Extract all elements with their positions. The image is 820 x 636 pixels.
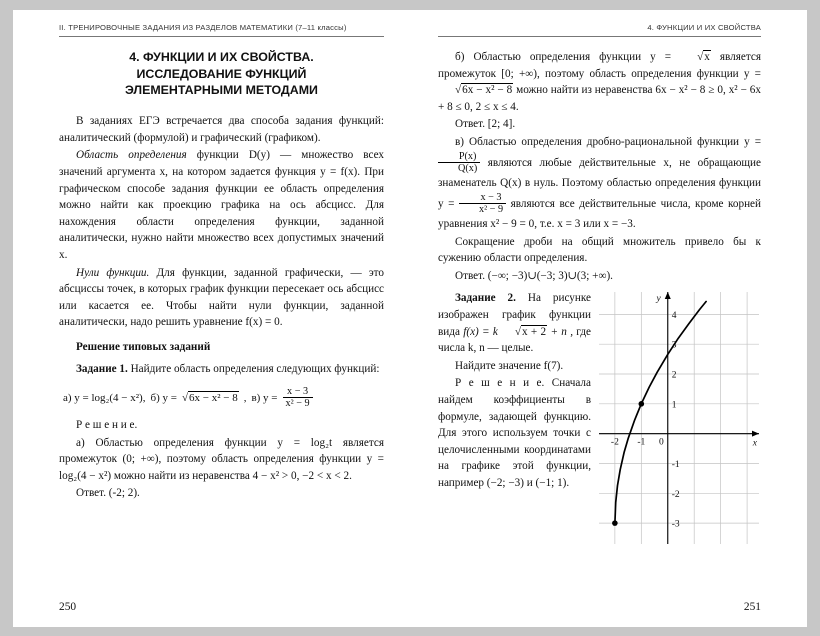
page-number-left: 250 — [59, 601, 77, 613]
task2-find-text: Найдите значение f(7). — [455, 359, 564, 372]
formula-c-fraction — [283, 386, 313, 410]
solution-a-paragraph — [59, 435, 384, 485]
domain-term: Область определения — [76, 149, 187, 162]
svg-text:y: y — [656, 294, 661, 305]
answer-a-paragraph — [59, 485, 384, 502]
left-page — [13, 10, 410, 627]
note-text: Сокращение дроби на общий множитель привело бы к сужению области определения. — [438, 235, 761, 265]
page-number-right: 251 — [743, 601, 761, 613]
formula-c-prefix: в) y = — [251, 391, 278, 404]
pq-denominator: Q(x) — [458, 163, 478, 175]
task1-paragraph — [59, 361, 384, 378]
formula-b-sqrt — [182, 392, 239, 404]
x-fraction — [459, 192, 506, 216]
intro-text: В заданиях ЕГЭ встречается два способа задания функций: аналитический (формулой) и графический (графиком). — [59, 115, 384, 144]
chapter-title — [69, 49, 374, 99]
task2-formula-suffix: + n , — [547, 325, 573, 338]
running-head-left — [59, 23, 384, 37]
formula-c-denominator: x² − 9 — [285, 398, 310, 410]
task2-text1: На рисунке изображен график функции вида — [438, 292, 591, 338]
task2-formula-prefix: f(x) = k — [463, 325, 498, 338]
sqrt-expression — [438, 84, 513, 96]
sqrt-x — [680, 51, 711, 63]
right-page — [410, 10, 807, 627]
sqrt-expression-radicand: 6x − x² − 8 — [462, 84, 513, 97]
solution2-text: Сначала найдем коэффициенты в формуле, задающей функцию. Для этого используем точки с целочисленными координатами на графике этой функции, например (−2; −3) и (−1; 1). — [438, 377, 591, 489]
answer-c-text: Ответ. (−∞; −3)∪(−3; 3)∪(3; +∞). — [455, 269, 613, 282]
running-head-left-text: II. ТРЕНИРОВОЧНЫЕ ЗАДАНИЯ ИЗ РАЗДЕЛОВ МАТЕМАТИКИ (7–11 классы) — [59, 23, 347, 32]
radical-icon: √ — [697, 51, 704, 63]
running-head-right — [438, 23, 761, 37]
radical-icon: √ — [181, 391, 188, 404]
zeros-term: Нули функции. — [76, 266, 150, 279]
solution-b-text2: является промежуток [0; +∞), поэтому область определения функции y = — [438, 51, 761, 80]
marked-point — [612, 521, 618, 527]
domain-definition-paragraph — [59, 147, 384, 263]
task2-text2: где числа k, n — целые. — [438, 325, 591, 355]
solution-b-text1: б) Областью определения функции y = — [455, 51, 672, 63]
solution2-label: Р е ш е н и е. — [455, 377, 545, 390]
answer-b-text: Ответ. [2; 4]. — [455, 118, 516, 131]
solution-b-text3: можно найти из неравенства 6x − x² − 8 ≥ 0, x² − 6x + 8 ≤ 0, 2 ≤ x ≤ 4. — [438, 84, 761, 113]
note-paragraph — [438, 234, 761, 267]
solution-a-text: а) Областью определения функции y = log₂t является промежуток (0; +∞), поэтому область определения функции y = log₂(4 − x²) можно найти из неравенства 4 − x² > 0, −2 < x < 2. — [59, 436, 384, 482]
chapter-title-line2: ИССЛЕДОВАНИЕ ФУНКЦИЙ — [136, 66, 307, 81]
running-head-right-text: 4. ФУНКЦИИ И ИХ СВОЙСТВА — [647, 23, 761, 32]
answer-b-paragraph — [438, 116, 761, 133]
svg-text:2: 2 — [671, 370, 677, 381]
sqrt-x-radicand: x — [704, 51, 710, 63]
zeros-definition-paragraph — [59, 265, 384, 331]
zeros-text: Для функции, заданной графически, — это абсциссы точек, в которых график функции пересекает ось абсцисс или касается ее. Чтобы найти нули функции, заданной аналитически, надо решить уравнение f(x) = 0. — [59, 266, 384, 329]
solution-c-text2: являются любые действительные x, не обращающие знаменатель Q(x) в нуль. Поэтому областью определения функции y = — [438, 156, 761, 210]
solution-b-paragraph — [438, 49, 761, 115]
task2-radicand: x + 2 — [522, 325, 547, 338]
svg-text:-1: -1 — [671, 460, 680, 471]
page-spread — [13, 10, 807, 627]
chapter-title-line3: ЭЛЕМЕНТАРНЫМИ МЕТОДАМИ — [125, 83, 318, 98]
solution-c-text1: в) Областью определения дробно-рациональной функции y = — [455, 135, 761, 148]
answer-a-text: Ответ. (-2; 2). — [76, 487, 140, 500]
svg-text:1: 1 — [671, 400, 677, 411]
task2-label: Задание 2. — [455, 292, 516, 305]
formula-b-prefix: б) y = — [150, 391, 177, 404]
marked-point — [639, 401, 645, 407]
solution-c-paragraph — [438, 134, 761, 233]
x-fraction-numerator: x − 3 — [459, 192, 506, 205]
radical-icon: √ — [514, 325, 522, 338]
formula-b-suffix: , — [243, 391, 247, 404]
formula-c-numerator: x − 3 — [283, 386, 313, 399]
svg-text:-1: -1 — [637, 438, 646, 449]
task2-sqrt — [498, 326, 547, 338]
pq-fraction — [438, 151, 480, 175]
svg-text:-3: -3 — [671, 520, 680, 531]
svg-text:-2: -2 — [671, 490, 680, 501]
formula-b-radicand: 6x − x² − 8 — [188, 391, 238, 404]
task1-formulas — [63, 386, 384, 410]
solution-label-paragraph — [59, 417, 384, 434]
svg-text:4: 4 — [671, 311, 677, 322]
answer-c-paragraph — [438, 268, 761, 285]
solution-label: Р е ш е н и е. — [76, 418, 138, 431]
chapter-title-line1: 4. ФУНКЦИИ И ИХ СВОЙСТВА. — [129, 50, 314, 64]
formula-a: а) y = log₂(4 − x²), — [63, 391, 146, 404]
svg-text:x: x — [752, 439, 757, 450]
x-fraction-denominator: x² − 9 — [478, 204, 504, 216]
solution-c-text3: являются все действительные числа, кроме корней уравнения x² − 9 = 0, т.е. x = 3 или x = −3. — [438, 197, 762, 231]
intro-paragraph — [59, 113, 384, 146]
domain-text: функции D(y) — множество всех значений аргумента x, на котором задается функция y = f(x). При графическом способе задания функции ее область определения можно найти как проекцию графика на ось абсцисс. Для нахождения области определения функции, заданной аналитически, нужно найти множество всех допустимых значений x. — [59, 149, 384, 261]
task1-label: Задание 1. — [76, 362, 128, 375]
task1-text: Найдите область определения следующих функций: — [127, 362, 380, 375]
svg-text:0: 0 — [659, 438, 664, 449]
pq-numerator: P(x) — [438, 151, 480, 164]
svg-text:3: 3 — [671, 341, 677, 352]
section-heading: Решение типовых заданий — [76, 340, 211, 353]
task2-region — [438, 290, 761, 546]
graph-svg — [599, 292, 759, 544]
svg-text:-2: -2 — [610, 438, 619, 449]
function-graph — [599, 292, 761, 544]
radical-icon: √ — [455, 84, 462, 97]
